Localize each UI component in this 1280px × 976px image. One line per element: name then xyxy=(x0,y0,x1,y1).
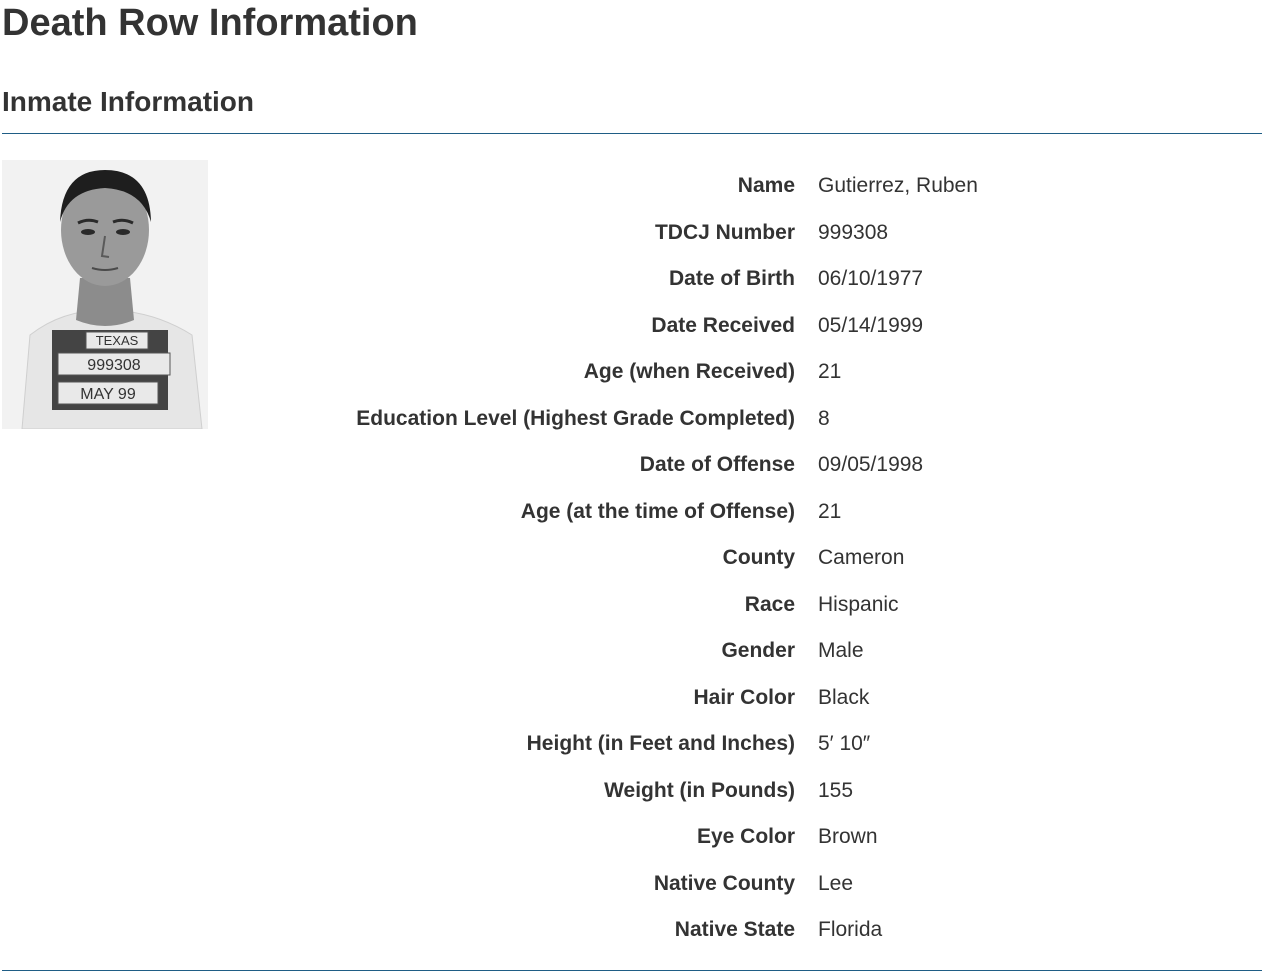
placard-line-1: TEXAS xyxy=(95,333,139,348)
info-row xyxy=(0,907,1280,953)
info-value: 05/14/1999 xyxy=(818,314,924,337)
info-label: Gender xyxy=(721,639,795,662)
info-value: Florida xyxy=(818,918,883,941)
info-label: Date of Offense xyxy=(639,453,795,476)
placard-line-3: MAY 99 xyxy=(80,386,136,403)
info-value: 5′ 10″ xyxy=(818,732,871,755)
info-row xyxy=(0,628,1280,674)
info-label: Weight (in Pounds) xyxy=(604,779,795,802)
info-value: 8 xyxy=(818,407,830,430)
info-value: Male xyxy=(818,639,864,662)
info-row xyxy=(0,163,1280,209)
info-label: Native State xyxy=(674,918,795,941)
info-value: 21 xyxy=(818,360,842,383)
info-label: Native County xyxy=(653,872,795,895)
info-row xyxy=(0,256,1280,302)
info-label: Date of Birth xyxy=(669,267,795,290)
section-title: Inmate Information xyxy=(2,86,255,117)
info-label: Education Level (Highest Grade Completed) xyxy=(356,407,795,430)
page-title: Death Row Information xyxy=(2,2,418,44)
info-label: Eye Color xyxy=(696,825,795,848)
section-divider-top xyxy=(2,133,1262,134)
section-divider-bottom xyxy=(2,970,1262,971)
info-row xyxy=(0,861,1280,907)
info-row xyxy=(0,814,1280,860)
info-row xyxy=(0,582,1280,628)
info-row xyxy=(0,442,1280,488)
info-value: Gutierrez, Ruben xyxy=(818,174,978,197)
info-value: Black xyxy=(818,686,870,709)
info-row xyxy=(0,489,1280,535)
info-label: Race xyxy=(744,593,795,616)
info-value: Cameron xyxy=(818,546,905,569)
info-label: Hair Color xyxy=(693,686,795,709)
info-value: 09/05/1998 xyxy=(818,453,924,476)
info-value: 155 xyxy=(818,779,854,802)
info-value: Brown xyxy=(818,825,878,848)
info-row xyxy=(0,675,1280,721)
info-row xyxy=(0,535,1280,581)
info-row xyxy=(0,303,1280,349)
info-row xyxy=(0,210,1280,256)
info-value: Hispanic xyxy=(818,593,899,616)
info-label: Age (at the time of Offense) xyxy=(520,500,795,523)
info-label: Date Received xyxy=(651,314,795,337)
info-value: 21 xyxy=(818,500,842,523)
info-row xyxy=(0,349,1280,395)
placard-line-2: 999308 xyxy=(87,357,141,374)
info-value: 06/10/1977 xyxy=(818,267,924,290)
info-row xyxy=(0,721,1280,767)
info-label: Height (in Feet and Inches) xyxy=(526,732,795,755)
info-row xyxy=(0,396,1280,442)
info-label: Age (when Received) xyxy=(583,360,795,383)
info-value: Lee xyxy=(818,872,854,895)
info-label: TDCJ Number xyxy=(654,221,795,244)
info-row xyxy=(0,768,1280,814)
info-label: Name xyxy=(737,174,795,197)
info-label: County xyxy=(722,546,795,569)
info-value: 999308 xyxy=(818,221,889,244)
